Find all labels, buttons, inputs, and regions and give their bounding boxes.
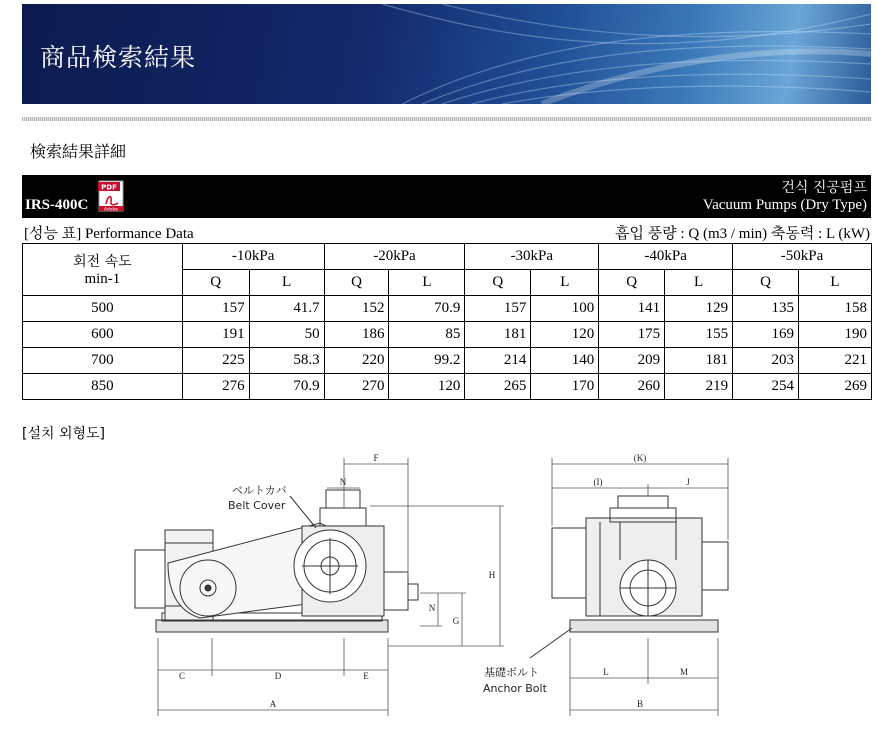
value-cell: 70.9 <box>389 296 465 322</box>
product-header <box>22 175 871 218</box>
performance-label: [성능 표] Performance Data <box>24 226 194 242</box>
value-cell: 157 <box>465 296 531 322</box>
value-cell: 120 <box>531 322 599 348</box>
value-cell: 225 <box>182 348 249 374</box>
speed-header <box>23 244 183 296</box>
dim-label-m: M <box>679 667 689 677</box>
dim-label-k-small: N <box>428 603 436 613</box>
speed-cell: 850 <box>23 374 183 400</box>
installation-drawing <box>120 448 730 733</box>
performance-table <box>22 243 872 400</box>
section-title: 検索結果詳細 <box>30 142 127 161</box>
q-header: Q <box>324 270 389 296</box>
l-header: L <box>665 270 733 296</box>
dim-label-h: H <box>488 570 496 580</box>
pdf-brand-text: Adobe <box>103 207 119 212</box>
product-code: IRS-400C <box>25 197 89 213</box>
dim-label-l: L <box>603 667 609 677</box>
dim-label-b: B <box>636 699 644 709</box>
header-banner <box>22 4 871 104</box>
speed-header-unit: min-1 <box>84 271 121 287</box>
q-header: Q <box>599 270 665 296</box>
belt-cover-label-en: Belt Cover <box>228 499 286 512</box>
value-cell: 214 <box>465 348 531 374</box>
value-cell: 99.2 <box>389 348 465 374</box>
value-cell: 70.9 <box>249 374 324 400</box>
value-cell: 260 <box>599 374 665 400</box>
pressure-header: -30kPa <box>465 244 599 270</box>
pressure-header: -50kPa <box>733 244 872 270</box>
table-row <box>23 322 872 348</box>
pressure-header: -40kPa <box>599 244 733 270</box>
value-cell: 175 <box>599 322 665 348</box>
value-cell: 186 <box>324 322 389 348</box>
value-cell: 219 <box>665 374 733 400</box>
q-header: Q <box>182 270 249 296</box>
value-cell: 140 <box>531 348 599 374</box>
q-header: Q <box>465 270 531 296</box>
value-cell: 100 <box>531 296 599 322</box>
table-row <box>23 374 872 400</box>
value-cell: 169 <box>733 322 799 348</box>
pdf-download-icon[interactable] <box>98 180 126 212</box>
value-cell: 254 <box>733 374 799 400</box>
belt-cover-label-jp: ベルトカバ <box>232 484 287 497</box>
dim-label-n: N <box>339 477 347 487</box>
dim-label-k: (K) <box>633 453 647 463</box>
performance-legend: 흡입 풍량 : Q (m3 / min) 축동력 : L (kW) <box>614 226 870 242</box>
value-cell: 157 <box>182 296 249 322</box>
value-cell: 269 <box>799 374 872 400</box>
speed-cell: 700 <box>23 348 183 374</box>
value-cell: 181 <box>665 348 733 374</box>
dim-label-f: F <box>373 453 379 463</box>
product-type-english: Vacuum Pumps (Dry Type) <box>702 197 867 213</box>
product-type-korean: 건식 진공펌프 <box>781 180 867 196</box>
value-cell: 129 <box>665 296 733 322</box>
anchor-bolt-label-en: Anchor Bolt <box>483 682 547 695</box>
value-cell: 221 <box>799 348 872 374</box>
value-cell: 41.7 <box>249 296 324 322</box>
dim-label-a: A <box>269 699 277 709</box>
value-cell: 141 <box>599 296 665 322</box>
value-cell: 155 <box>665 322 733 348</box>
table-row <box>23 348 872 374</box>
value-cell: 85 <box>389 322 465 348</box>
value-cell: 203 <box>733 348 799 374</box>
dim-label-c: C <box>178 671 186 681</box>
value-cell: 135 <box>733 296 799 322</box>
l-header: L <box>389 270 465 296</box>
value-cell: 276 <box>182 374 249 400</box>
dim-label-j: J <box>686 477 690 487</box>
value-cell: 209 <box>599 348 665 374</box>
installation-label: [설치 외형도] <box>22 426 105 442</box>
l-header: L <box>249 270 324 296</box>
pressure-header: -20kPa <box>324 244 465 270</box>
divider <box>22 117 871 121</box>
value-cell: 190 <box>799 322 872 348</box>
dim-label-g: G <box>452 616 460 626</box>
value-cell: 220 <box>324 348 389 374</box>
speed-cell: 600 <box>23 322 183 348</box>
dim-label-d: D <box>274 671 282 681</box>
value-cell: 170 <box>531 374 599 400</box>
q-header: Q <box>733 270 799 296</box>
l-header: L <box>799 270 872 296</box>
table-row <box>23 296 872 322</box>
value-cell: 58.3 <box>249 348 324 374</box>
page-title: 商品検索結果 <box>40 43 197 72</box>
dim-label-e: E <box>363 671 369 681</box>
value-cell: 270 <box>324 374 389 400</box>
pressure-header: -10kPa <box>182 244 324 270</box>
value-cell: 152 <box>324 296 389 322</box>
pdf-badge-text: PDF <box>101 183 117 192</box>
l-header: L <box>531 270 599 296</box>
dim-label-i: (I) <box>593 477 603 487</box>
value-cell: 158 <box>799 296 872 322</box>
value-cell: 181 <box>465 322 531 348</box>
speed-header-label: 회전 속도 <box>73 254 132 270</box>
value-cell: 265 <box>465 374 531 400</box>
speed-cell: 500 <box>23 296 183 322</box>
value-cell: 120 <box>389 374 465 400</box>
value-cell: 191 <box>182 322 249 348</box>
anchor-bolt-label-jp: 基礎ボルト <box>484 666 539 679</box>
value-cell: 50 <box>249 322 324 348</box>
